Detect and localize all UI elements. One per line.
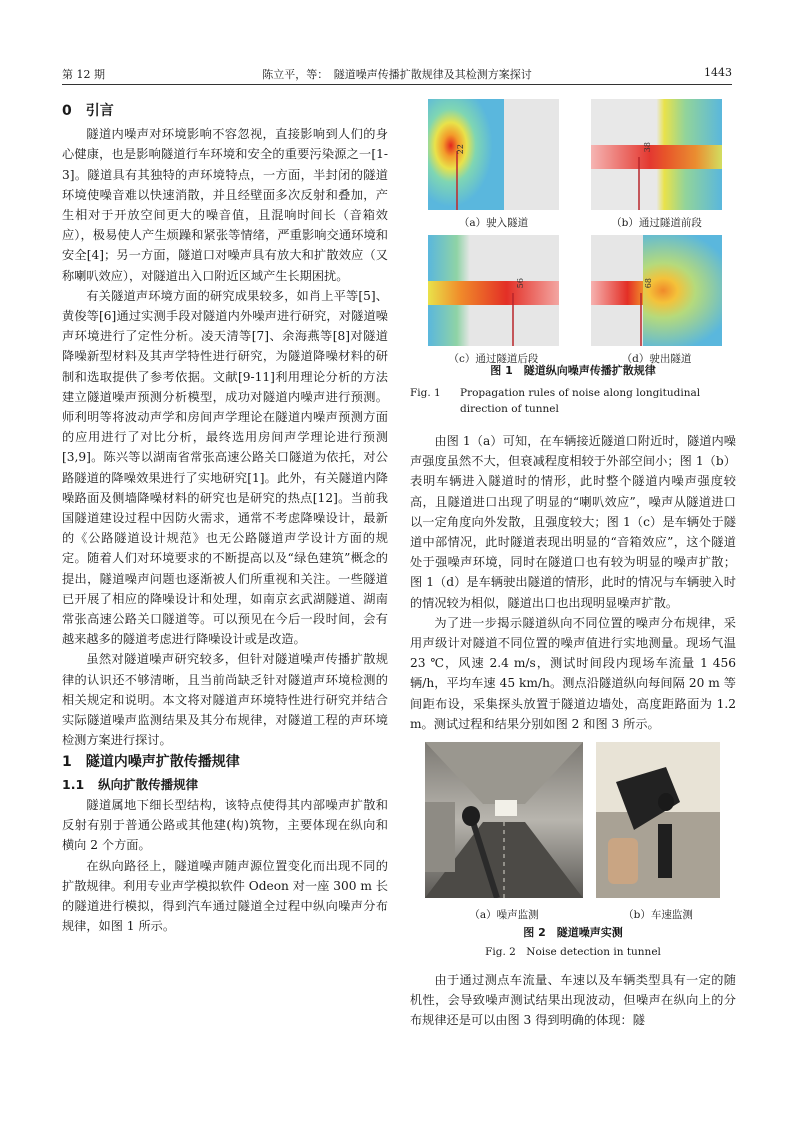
intro-paragraph-2: 有关隧道声环境方面的研究成果较多，如肖上平等[5]、黄俊等[6]通过实测手段对隧道内外噪声进行研究，对隧道噪声环境进行了定性分析。凌天清等[7]、余海燕等[8]对隧道降噪新型材料及其声学特性进行研究，为隧道降噪材料的研制和选取提供了参考依据。文献[9-11]利用理论分析的方法建立隧道噪声预测分析模型，成功对隧道内噪声进行预测。师利明等将波动声学和房间声学理论在隧道内噪声预测方面的应用进行了对比分析，最终选用房间声学理论进行预测[3,9]。陈兴等以湖南省常张高速公路关口隧道为依托，对公路隧道的降噪效果进行了实地研究[1]。此外，有关隧道内降噪路面及侧墙降噪材料的研究也是研究的热点[12]。当前我国隧道建设过程中因防火需求，通常不考虑降噪设计，最新的《公路隧道设计规范》也无公路隧道声学设计方面的规定。随着人们对环境要求的不断提高以及“绿色建筑”概念的提出，隧道噪声问题也逐渐被人们所重视和关注。一些隧道已开展了相应的降噪设计和处理，如南京玄武湖隧道、湖南常张高速公路关口隧道等。可以预见在今后一段时间，会有越来越多的隧道考虑进行降噪设计或是改造。 bbox=[62, 288, 388, 647]
speed-monitoring-photo bbox=[596, 742, 720, 898]
figure-1-panel-a bbox=[428, 99, 559, 233]
figure-1 bbox=[410, 99, 736, 377]
figure-1-english-caption bbox=[410, 385, 736, 417]
section-0-number: 0 bbox=[62, 103, 72, 119]
right-column bbox=[410, 99, 736, 1031]
section-0-heading bbox=[62, 101, 388, 121]
figure-1-panel-d bbox=[591, 235, 722, 369]
running-header bbox=[62, 64, 732, 84]
panel-a-value-label: 22 bbox=[455, 144, 465, 155]
intro-paragraph-1: 隧道内噪声对环境影响不容忽视，直接影响到人们的身心健康，也是影响隧道行车环境和安全的重要污染源之一[1-3]。隧道具有其独特的声环境特点，一方面，半封闭的隧道环境使噪音难以快速消散，并且经壁面多次反射和叠加，产生相对于开放空间更大的噪音值，且混响时间长（音箱效应），极易使人产生烦躁和紧张等情绪，严重影响交通环境和安全[4]；另一方面，隧道口对噪声具有放大和扩散效应（又称喇叭效应），对隧道出入口附近区域产生长期困扰。 bbox=[62, 127, 388, 283]
panel-b-value-label: 38 bbox=[642, 142, 652, 153]
field-measurement-paragraph: 为了进一步揭示隧道纵向不同位置的噪声分布规律，采用声级计对隧道不同位置的噪声值进行实地测量。现场气温 23 ℃，风速 2.4 m/s，测试时间段内现场车流量 1 456 辆/h，平均车速 45 km/h。测点沿隧道纵向每间隔 20 m 等间距布设，采集探头放置于隧道边墙处，高度距路面为 1.2 m。测试过程和结果分别如图 2 和图 3 所示。 bbox=[410, 615, 736, 731]
noise-monitoring-photo bbox=[425, 742, 583, 898]
figure-1-english-title: Propagation rules of noise along longitudinal direction of tunnel bbox=[460, 387, 701, 415]
figure-1-discussion: 由图 1（a）可知，在车辆接近隧道口附近时，隧道内噪声强度虽然不大，但衰减程度相较于外部空间小；图 1（b）表明车辆进入隧道时的情形，此时整个隧道内噪声强度较高，且隧道进口出现了明显的“喇叭效应”，噪声从隧道进口以一定角度向外发散，且强度较大；图 1（c）是车辆处于隧道中部情况，此时隧道表现出明显的“音箱效应”，这个隧道处于强噪声环境，同时在隧道口也有较为明显的噪声扩散；图 1（d）是车辆驶出隧道的情形，此时的情况与车辆驶入时的情况较为相似，隧道出口也出现明显噪声扩散。 bbox=[410, 434, 736, 610]
section-1-number: 1 bbox=[62, 753, 72, 770]
panel-d-value-label: 68 bbox=[643, 278, 653, 289]
fluctuation-paragraph: 由于通过测点车流量、车速以及车辆类型具有一定的随机性，会导致噪声测试结果出现波动，但噪声在纵向上的分布规律还是可以由图 3 得到明确的体现：隧 bbox=[410, 973, 736, 1028]
figure-1-caption-c: （c）通过隧道后段 bbox=[448, 353, 539, 365]
section-1-title: 隧道内噪声扩散传播规律 bbox=[85, 753, 240, 770]
figure-2 bbox=[410, 742, 736, 942]
figure-2-caption-a: （a）噪声监测 bbox=[469, 909, 539, 922]
section-1-1-heading bbox=[62, 775, 388, 795]
figure-1-panel-c bbox=[428, 235, 559, 369]
noise-map-b bbox=[591, 99, 722, 210]
header-rule bbox=[62, 84, 732, 85]
issue-label: 第 12 期 bbox=[62, 68, 105, 81]
section-1-1-title: 纵向扩散传播规律 bbox=[98, 776, 199, 792]
section-1-1-paragraph-1: 隧道属地下细长型结构，该特点使得其内部噪声扩散和反射有别于普通公路或其他建(构)筑物，主要体现在纵向和横向 2 个方面。 bbox=[62, 797, 388, 853]
left-column bbox=[62, 99, 388, 936]
section-1-1-paragraph-2: 在纵向路径上，隧道噪声随声源位置变化而出现不同的扩散规律。利用专业声学模拟软件 Odeon 对一座 300 m 长的隧道进行模拟，得到汽车通过隧道全过程中纵向噪声分布规律，如图 1 所示。 bbox=[62, 858, 388, 934]
noise-map-a bbox=[428, 99, 559, 210]
section-1-heading bbox=[62, 752, 388, 772]
figure-1-caption-d: （d）驶出隧道 bbox=[621, 353, 692, 365]
section-1-1-number: 1.1 bbox=[62, 776, 85, 792]
figure-1-english-label: Fig. 1 bbox=[410, 387, 441, 399]
figure-2-english-title: Fig. 2 Noise detection in tunnel bbox=[485, 946, 661, 959]
figure-1-panel-b bbox=[591, 99, 722, 233]
page-number: 1443 bbox=[704, 66, 732, 79]
intro-paragraph-3: 虽然对隧道噪声研究较多，但针对隧道噪声传播扩散规律的认识还不够清晰，且当前尚缺乏针对隧道声环境检测的相关规定和说明。本文将对隧道声环境特性进行研究并结合实际隧道噪声监测结果及其分布规律，对隧道工程的声环境检测方案进行探讨。 bbox=[62, 652, 388, 748]
section-0-title: 引言 bbox=[85, 103, 114, 119]
panel-c-value-label: 56 bbox=[515, 278, 525, 289]
noise-map-d bbox=[591, 235, 722, 346]
noise-map-c bbox=[428, 235, 559, 346]
running-title: 陈立平，等： 隧道噪声传播扩散规律及其检测方案探讨 bbox=[262, 68, 532, 81]
figure-1-title: 图 1 隧道纵向噪声传播扩散规律 bbox=[490, 364, 656, 377]
figure-2-caption-b: （b）车速监测 bbox=[623, 909, 693, 922]
figure-1-caption-a: （a）驶入隧道 bbox=[458, 217, 529, 229]
figure-1-caption-b: （b）通过隧道前段 bbox=[611, 217, 702, 229]
figure-2-title: 图 2 隧道噪声实测 bbox=[523, 926, 623, 940]
